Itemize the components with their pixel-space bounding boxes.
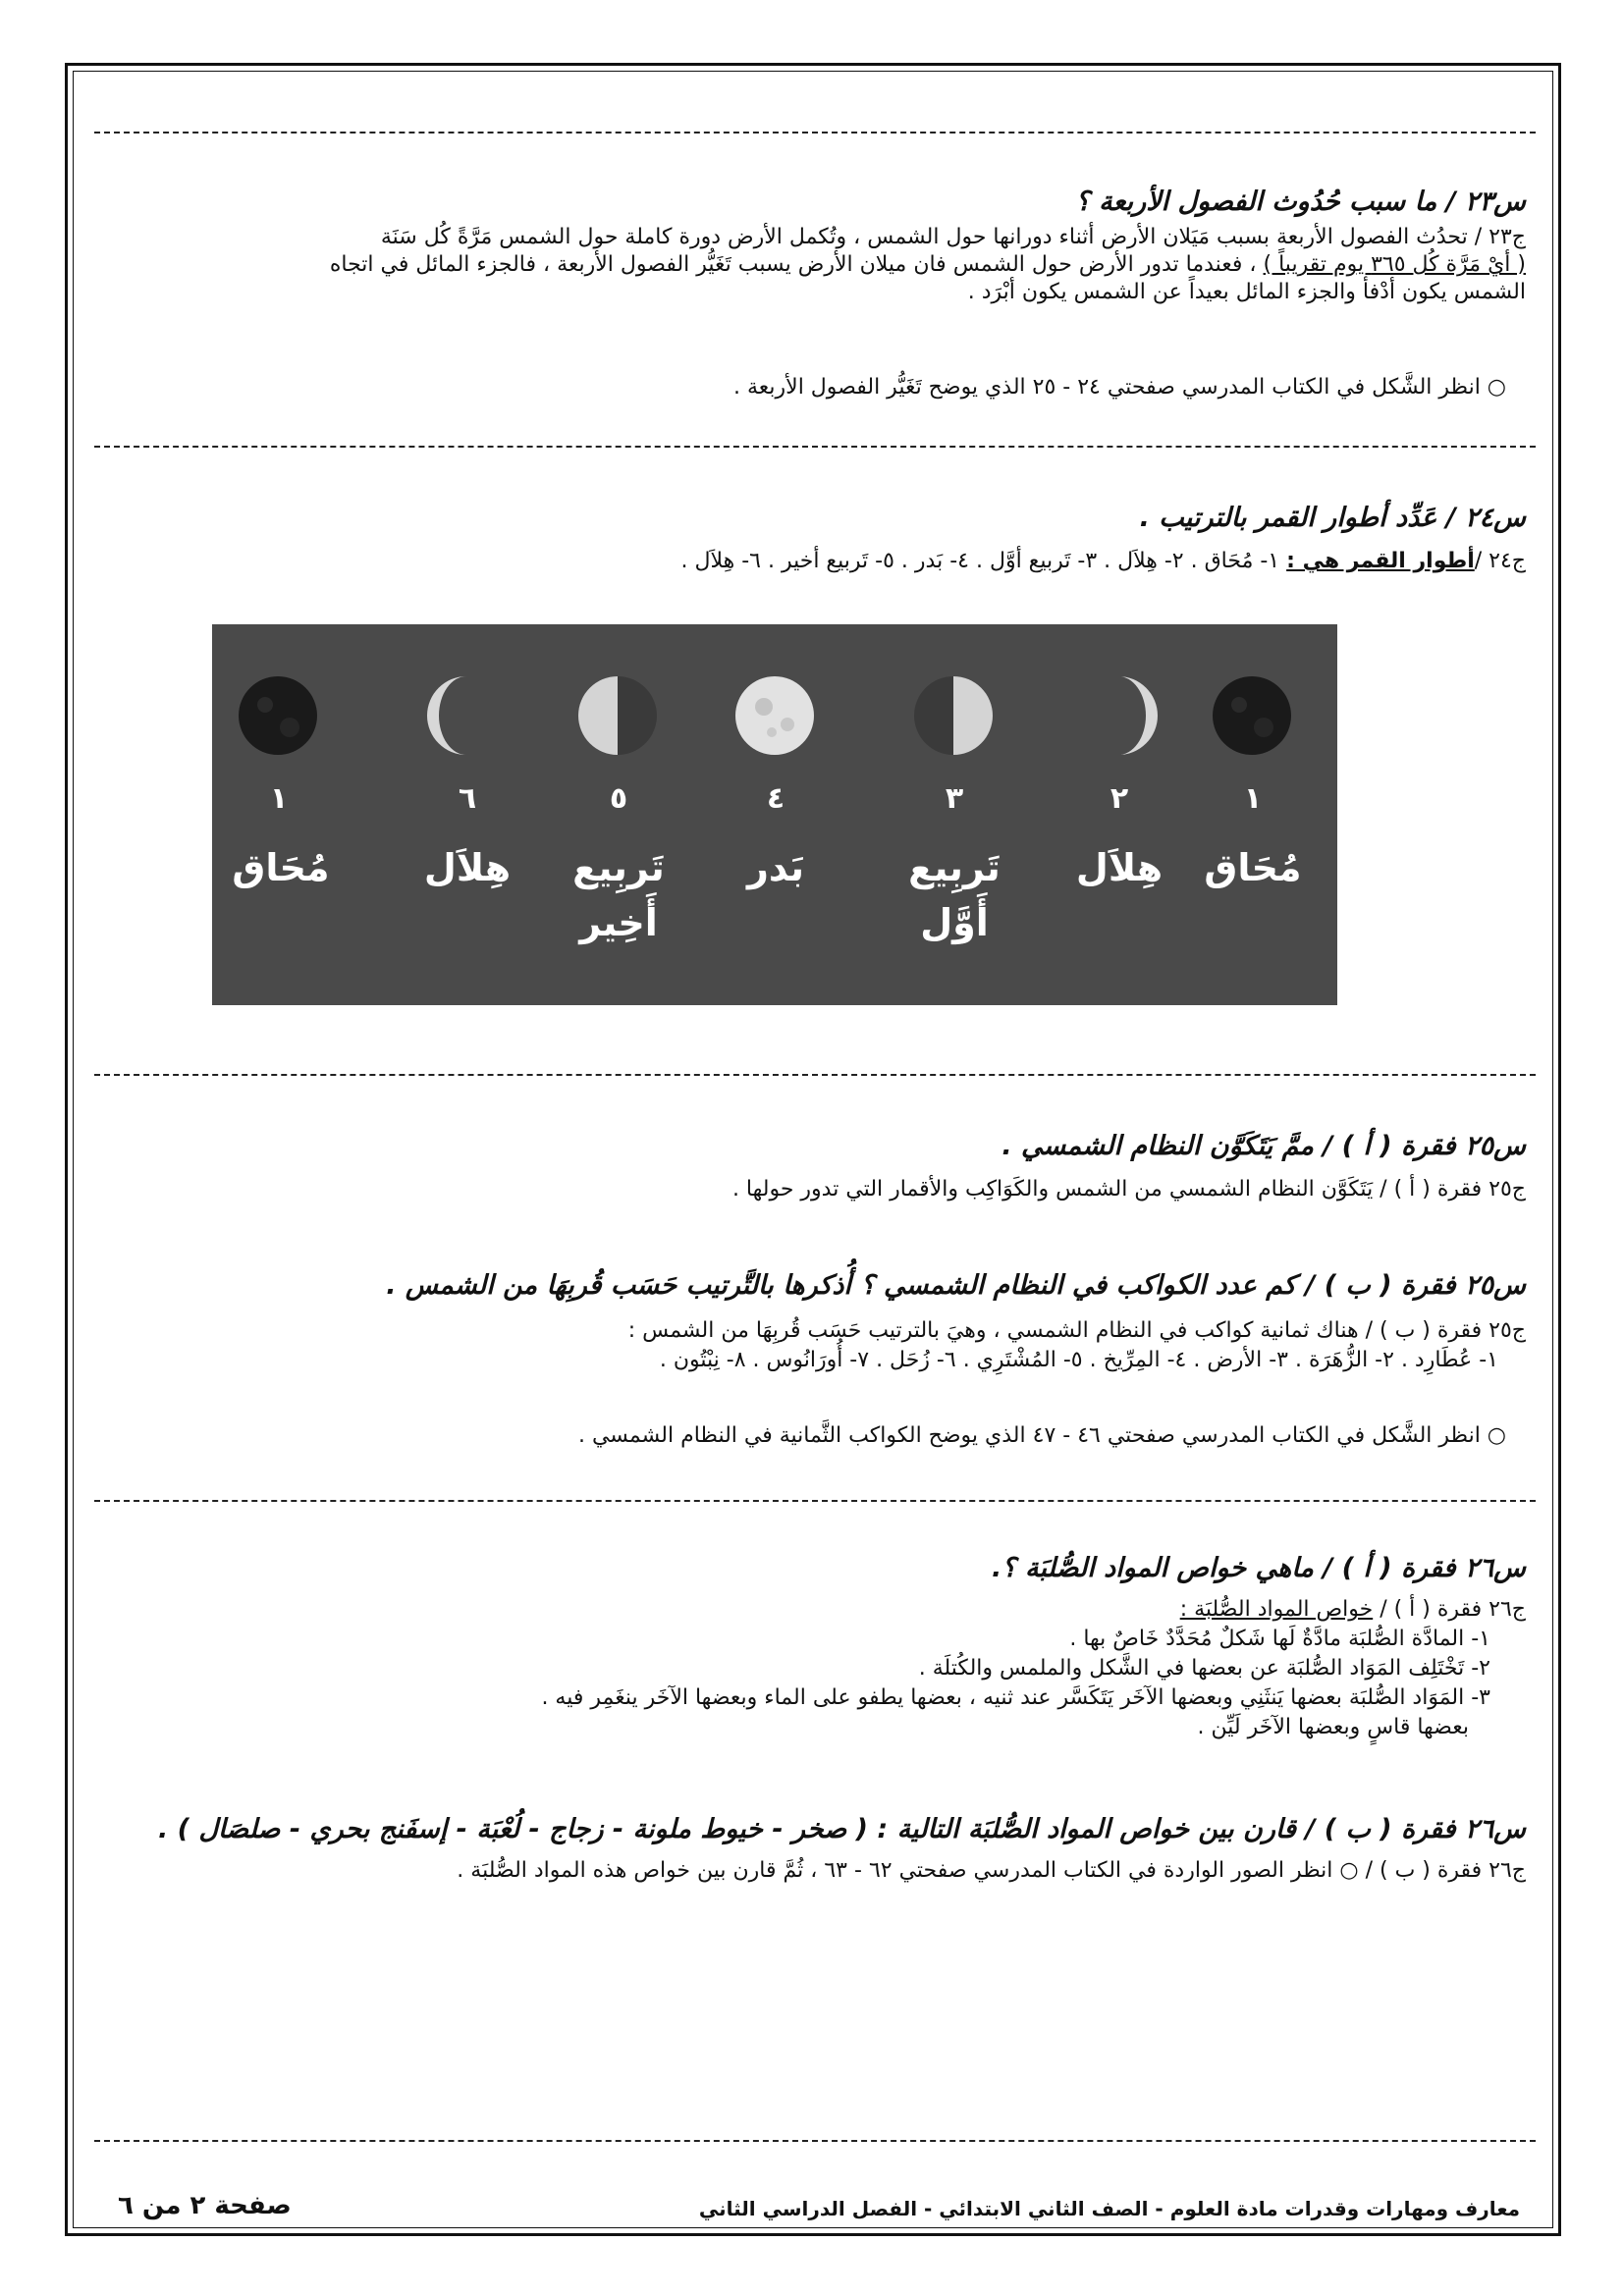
- answer-25a: ج٢٥ فقرة ( أ ) / يَتَكَوَّن النظام الشمسي من الشمس والكَوَاكِب والأقمار التي تدور حولها .: [731, 1177, 1526, 1201]
- moon-new-icon: [236, 673, 320, 758]
- answer-23-line2-rest: ، فعندما تدور الأرض حول الشمس فان ميلان الأرض يسبب تَغَيُّر الفصول الأربعة ، فالجزء المائل في اتجاه: [329, 252, 1257, 277]
- moon-phases-figure: [212, 624, 1337, 1005]
- answer-23-underlined: ( أيْ مَرَّة كُل ٣٦٥ يوم تقريباً ): [1263, 252, 1526, 277]
- answer-23-line1: ج٢٣ / تحدُث الفصول الأربعة بسبب مَيَلان الأرض أثناء دورانها حول الشمس ، وتُكمل الأرض دورة كاملة حول الشمس مَرَّةً كُل سَنَة: [380, 225, 1526, 249]
- moon-phase-number: ٦: [458, 781, 477, 816]
- page-number: صفحة ٢ من ٦: [118, 2191, 292, 2220]
- separator: [94, 1074, 1536, 1076]
- moon-last-quarter-icon: [575, 673, 660, 758]
- moon-phase-number: ٣: [945, 781, 964, 816]
- moon-phase-number: ١: [1243, 781, 1263, 816]
- question-24: س٢٤ / عَدِّد أطوار القمر بالترتيب .: [1139, 503, 1526, 533]
- question-26b: س٢٦ فقرة ( ب ) / قارن بين خواص المواد الصُّلبَة التالية : ( صخر - خيوط ملونة - زجاج - لُعْبَة - إسفَنج بحري - صلصَال ) .: [157, 1814, 1526, 1844]
- footer-course-title: معارف ومهارات وقدرات مادة العلوم - الصف الثاني الابتدائي - الفصل الدراسي الثاني: [698, 2197, 1520, 2220]
- note-25b: ○ انظر الشَّكل في الكتاب المدرسي صفحتي ٤٦ - ٤٧ الذي يوضح الكواكب الثَّمانية في النظام الشمسي .: [577, 1423, 1506, 1448]
- answer-23-line3: الشمس يكون أدْفأ والجزء المائل بعيداً عن الشمس يكون أبْرَد .: [967, 280, 1526, 304]
- separator: [94, 1500, 1536, 1502]
- moon-full-icon: [732, 673, 817, 758]
- answer-24: [94, 548, 1526, 575]
- answer-25b-planets: ١- عُطَارِد . ٢- الزُّهَرَة . ٣- الأرض . ٤- المِرِّيخ . ٥- المُشْتَرِي . ٦- زُحَل . ٧- أُورَانُوس . ٨- نِبْتُون .: [659, 1348, 1498, 1372]
- moon-phase-name: تَربِيع أَخِير: [572, 846, 665, 944]
- answer-24-items: ١- مُحَاق . ٢- هِلاَل . ٣- تَربيع أوَّل . ٤- بَدر . ٥- تَربيع أخير . ٦- هِلاَل .: [680, 549, 1280, 573]
- separator: [94, 446, 1536, 448]
- moon-phase-name: هِلاَل: [423, 846, 512, 889]
- answer-24-prefix: ج٢٤ /: [1474, 549, 1526, 573]
- moon-phase-number: ٢: [1110, 781, 1129, 816]
- answer-26b: ج٢٦ فقرة ( ب ) / ○ انظر الصور الواردة في الكتاب المدرسي صفحتي ٦٢ - ٦٣ ، ثُمَّ قارن بين خواص هذه المواد الصُّلبَة .: [457, 1858, 1526, 1883]
- moon-waning-crescent-icon: [424, 673, 509, 758]
- answer-26a-item: ٢- تَخْتَلِف المَوَاد الصُّلبَة عن بعضها في الشَّكل والملمس والكُتلَة .: [918, 1656, 1490, 1681]
- moon-phase-number: ١: [269, 781, 289, 816]
- answer-24-label: أطوار القمر هي :: [1286, 549, 1475, 573]
- separator: [94, 132, 1536, 133]
- moon-phase-name: تَربِيع أَوَّل: [908, 846, 1001, 944]
- moon-phase-number: ٤: [766, 781, 785, 816]
- moon-phase-name: هِلاَل: [1075, 846, 1164, 889]
- moon-phase-name: بَدر: [746, 846, 805, 889]
- separator: [94, 2140, 1536, 2142]
- moon-new-icon: [1210, 673, 1294, 758]
- question-26a: س٢٦ فقرة ( أ ) / ماهي خواص المواد الصُّلبَة ؟.: [992, 1553, 1526, 1583]
- answer-26a-item: بعضها قاسٍ وبعضها الآخَر لَيِّن .: [1197, 1715, 1469, 1739]
- question-25a: س٢٥ فقرة ( أ ) / ممَّ يَتَكَوَّن النظام الشمسي .: [1001, 1131, 1526, 1161]
- question-23: س٢٣ / ما سبب حُدُوث الفصول الأربعة ؟: [1075, 187, 1526, 217]
- answer-26a-prefix: ج٢٦ فقرة ( أ ) /: [1380, 1597, 1526, 1622]
- moon-first-quarter-icon: [911, 673, 996, 758]
- question-25b: س٢٥ فقرة ( ب ) / كم عدد الكواكب في النظام الشمسي ؟ أُذكرها بالتَّرتيب حَسَب قُربِهَا من الشمس .: [386, 1270, 1526, 1301]
- moon-phase-number: ٥: [609, 781, 628, 816]
- moon-waxing-crescent-icon: [1076, 673, 1161, 758]
- answer-26a-item: ٣- المَوَاد الصُّلبَة بعضها يَنثَنِي وبعضها الآخَر يَتَكَسَّر عند ثنيه ، بعضها يطفو على الماء وبعضها الآخَر ينغَمِر فيه .: [541, 1685, 1490, 1710]
- answer-26a-item: ١- المادَّة الصُّلبَة مادَّةٌ لَها شَكلٌ مُحَدَّدٌ خَاصٌ بها .: [1069, 1627, 1490, 1651]
- moon-phase-name: مُحَاق: [1204, 846, 1302, 889]
- answer-25b-line1: ج٢٥ فقرة ( ب ) / هناك ثمانية كواكب في النظام الشمسي ، وهيَ بالترتيب حَسَب قُربِهَا من الشمس :: [627, 1318, 1526, 1343]
- moon-phase-name: مُحَاق: [232, 846, 330, 889]
- answer-23-line2: [94, 251, 1526, 279]
- answer-26a-header: [94, 1596, 1526, 1624]
- answer-26a-label: خواص المواد الصُّلبَة :: [1179, 1597, 1374, 1622]
- note-23: ○ انظر الشَّكل في الكتاب المدرسي صفحتي ٢٤ - ٢٥ الذي يوضح تَغَيُّر الفصول الأربعة .: [733, 375, 1506, 400]
